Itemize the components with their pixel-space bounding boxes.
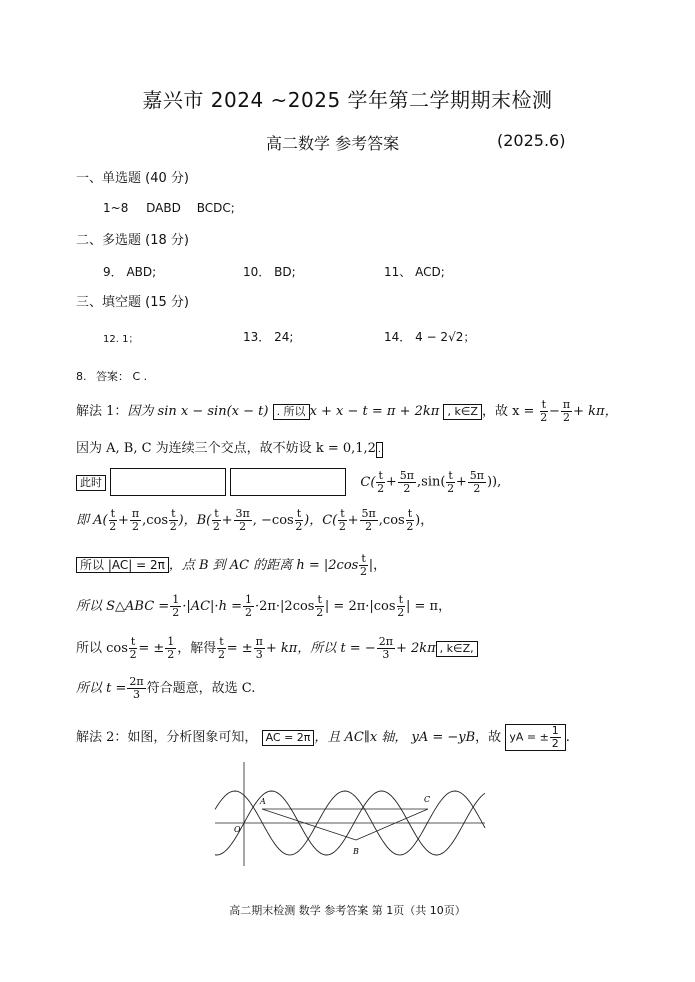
fraction: $\frac{t}{2}$ — [377, 468, 385, 495]
equation: x + x − t = π + 2kπ — [309, 404, 440, 419]
section-points: (15 分) — [145, 295, 189, 310]
label-c: C — [424, 795, 431, 804]
answer-item — [103, 263, 156, 280]
method-label: 解法 1： — [76, 404, 128, 419]
fraction: $\frac{\pi}{3}$ — [255, 635, 263, 661]
method1-line8 — [76, 676, 255, 701]
fraction: $\frac{t}{2}$ — [217, 635, 225, 661]
item-answer: ABD; — [126, 265, 157, 279]
answer-group: DABD — [146, 201, 181, 215]
text: 符合题意，故选 C. — [146, 681, 256, 696]
section-fill-blank — [76, 291, 189, 310]
text: ·|AC|·h = — [182, 599, 242, 614]
fraction: $\frac{2\pi}{3}$ — [378, 635, 393, 661]
section-points: (40 分) — [145, 171, 189, 186]
text: . — [565, 730, 570, 745]
text: ，故 — [475, 730, 502, 745]
text: )), — [486, 474, 502, 490]
text: ，且 AC∥x 轴， — [314, 730, 408, 745]
section-label: 一、单选题 — [76, 171, 142, 186]
answer-group: BCDC; — [196, 201, 235, 215]
text: + 2kπ — [395, 641, 436, 656]
text: ,cos — [142, 513, 169, 528]
equation: yA = −yB — [411, 730, 476, 745]
label-o: O — [234, 825, 241, 834]
fraction: $\frac{5\pi}{2}$ — [399, 468, 415, 495]
text: 所以 t = — [76, 681, 127, 696]
fraction: $\frac{1}{2}$ — [172, 593, 180, 619]
text: ·2π·|2cos — [254, 599, 315, 614]
boxed-text: , k∈Z, — [436, 641, 478, 657]
text: + kπ， — [573, 404, 618, 419]
text: = ± — [138, 641, 165, 656]
fraction: $\frac{t}{2}$ — [540, 398, 548, 424]
equation: 因为 sin x − sin(x − t) — [127, 404, 269, 419]
text: )， — [415, 513, 434, 528]
text: 所以 cos — [76, 641, 128, 656]
text: )，B( — [178, 513, 212, 528]
section-label: 三、填空题 — [76, 295, 142, 310]
section-label: 二、多选题 — [76, 233, 142, 248]
fraction: $\frac{5\pi}{2}$ — [469, 468, 484, 495]
section-multi-choice — [76, 229, 189, 248]
boxed-text: , k∈Z — [443, 404, 481, 420]
fraction: $\frac{t}{2}$ — [316, 593, 324, 619]
fraction: $\frac{t}{2}$ — [397, 593, 405, 619]
boxed-expression — [230, 468, 346, 496]
item-answer: 4 − 2√2； — [415, 330, 476, 344]
method1-line5 — [76, 553, 386, 578]
exam-date: (2025.6) — [497, 131, 566, 150]
text: 所以 S△ABC = — [76, 599, 170, 614]
fraction: $\frac{t}{2}$ — [109, 507, 117, 533]
fraction: $\frac{1}{2}$ — [551, 724, 559, 750]
item-number: 9． — [103, 265, 123, 279]
item-number: 14． — [384, 330, 412, 344]
sine-figure — [210, 760, 490, 868]
item-number: 10． — [243, 265, 271, 279]
fraction: $\frac{t}{2}$ — [360, 552, 368, 578]
fraction: $\frac{2\pi}{3}$ — [129, 675, 144, 701]
item-number: 12. — [103, 334, 119, 345]
method1-line2 — [76, 437, 383, 458]
answer-item — [243, 328, 293, 345]
label-b: B — [353, 847, 359, 856]
fraction: $\frac{t}{2}$ — [447, 468, 455, 495]
item-number: 8. — [76, 370, 87, 383]
text: , −cos — [252, 513, 294, 528]
fraction: $\frac{t}{2}$ — [295, 507, 303, 533]
text: 因为 A, B, C 为连续三个交点，故不妨设 k = 0,1,2 — [76, 441, 376, 456]
boxed-expression — [110, 468, 226, 496]
section-points: (18 分) — [145, 233, 189, 248]
text: = ± — [226, 641, 253, 656]
boxed-text: AC = 2π — [262, 730, 315, 746]
boxed-text: . — [376, 442, 383, 458]
answer-item — [384, 328, 475, 345]
item-answer: C . — [132, 370, 148, 383]
item-answer: 24; — [274, 330, 294, 344]
page-footer: 高二期末检测 数学 参考答案 第 1页（共 10页） — [229, 904, 466, 917]
method1-line1: 解法 1：因为 sin x − sin(x − t) . 所以 x + x − t = π + 2kπ , k∈Z ，故 x = $\frac{t}{2}$ − $\frac{\pi}{2}$ + kπ， — [76, 398, 618, 424]
fraction: $\frac{5\pi}{2}$ — [361, 507, 376, 533]
text: ，解得 — [177, 641, 217, 656]
answer-item — [103, 330, 138, 345]
text: + kπ，所以 t = − — [265, 641, 376, 656]
answer-item — [384, 263, 445, 280]
fraction: $\frac{\pi}{2}$ — [562, 398, 571, 424]
method-label: 解法 2： — [76, 730, 128, 745]
method1-line7 — [76, 636, 478, 661]
item-number: 13． — [243, 330, 271, 344]
text: ,sin( — [417, 474, 446, 490]
text: | = 2π·|cos — [324, 599, 396, 614]
method1-line3: 此时 C( $\frac{t}{2}$ + $\frac{5\pi}{2}$ ,sin( $\frac{t}{2}$ + $\frac{5\pi}{2}$ )), — [76, 468, 501, 496]
answer-label: 答案： — [96, 370, 129, 383]
fraction: $\frac{\pi}{2}$ — [131, 507, 140, 533]
boxed-text: 所以 |AC| = 2π — [76, 557, 169, 573]
text: ,cos — [378, 513, 405, 528]
text: |， — [368, 558, 387, 573]
boxed-text: . 所以 — [273, 404, 310, 420]
method1-line4: 即 A( $\frac{t}{2}$ + $\frac{\pi}{2}$ ,cos $\frac{t}{2}$ )，B( $\frac{t}{2}$ + $\frac{3\pi}{2}$ , −cos $\frac{t}{2}$ )，C( $\frac{t}{2}$ + $\frac{5\pi}{2}$ ,cos $\frac{t}{2}$ )， — [76, 507, 434, 533]
page-title: 嘉兴市 2024 ~2025 学年第二学期期末检测 — [142, 88, 553, 112]
fraction: $\frac{t}{2}$ — [169, 507, 177, 533]
fraction: $\frac{t}{2}$ — [129, 635, 137, 661]
text: ，故 x = — [481, 404, 535, 419]
single-choice-answers — [103, 201, 235, 215]
answer-item — [243, 263, 296, 280]
fraction: $\frac{1}{2}$ — [244, 593, 252, 619]
fraction: $\frac{t}{2}$ — [338, 507, 346, 533]
page-subtitle: 高二数学 参考答案 — [266, 134, 400, 153]
item-answer: 1； — [122, 334, 139, 345]
item-number: 11、 — [384, 265, 412, 279]
q8-answer — [76, 368, 147, 384]
item-answer: BD; — [274, 265, 296, 279]
segment-ab — [262, 809, 356, 840]
label-a: A — [260, 797, 266, 806]
text: yA = ± — [509, 730, 549, 744]
fraction: $\frac{t}{2}$ — [406, 507, 414, 533]
section-single-choice — [76, 167, 189, 186]
method2-line — [76, 724, 570, 751]
fraction: $\frac{1}{2}$ — [167, 635, 175, 661]
boxed-text: 此时 — [76, 475, 106, 491]
fraction: $\frac{3\pi}{2}$ — [235, 507, 250, 533]
text: C( — [360, 474, 376, 490]
text: | = π， — [405, 599, 452, 614]
text: ，点 B 到 AC 的距离 h = |2cos — [168, 558, 359, 573]
boxed-expression — [505, 724, 565, 751]
text: 即 A( — [76, 513, 108, 528]
fraction: $\frac{t}{2}$ — [212, 507, 220, 533]
item-answer: ACD; — [415, 265, 445, 279]
answer-range: 1~8 — [103, 201, 129, 215]
text: 如图，分析图象可知， — [127, 730, 258, 745]
method1-line6 — [76, 594, 451, 619]
text: )，C( — [304, 513, 338, 528]
